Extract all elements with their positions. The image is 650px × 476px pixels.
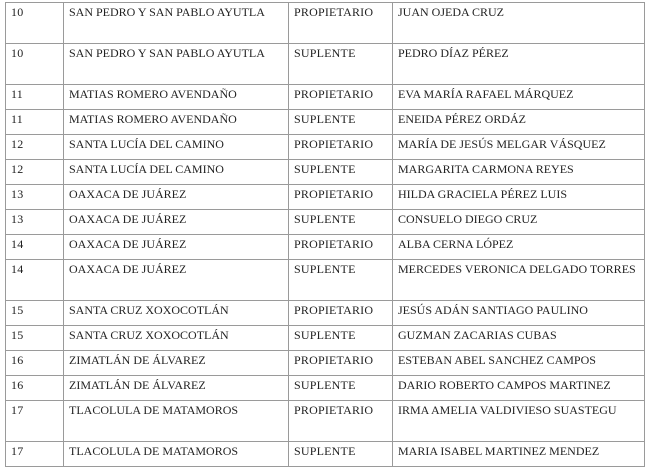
municipality-cell: MATIAS ROMERO AVENDAÑO [64, 85, 289, 110]
district-cell: 13 [6, 185, 64, 210]
position-cell: SUPLENTE [289, 442, 393, 467]
district-cell: 11 [6, 110, 64, 135]
position-cell: PROPIETARIO [289, 85, 393, 110]
candidates-table [5, 2, 645, 467]
position-cell: SUPLENTE [289, 160, 393, 185]
position-cell: PROPIETARIO [289, 351, 393, 376]
candidate-name-cell: GUZMAN ZACARIAS CUBAS [393, 326, 645, 351]
position-cell: PROPIETARIO [289, 401, 393, 442]
district-cell: 14 [6, 260, 64, 301]
district-cell: 16 [6, 376, 64, 401]
municipality-cell: SANTA LUCÍA DEL CAMINO [64, 160, 289, 185]
candidate-name-cell: PEDRO DÍAZ PÉREZ [393, 44, 645, 85]
table-row [6, 160, 645, 185]
candidate-name-cell: CONSUELO DIEGO CRUZ [393, 210, 645, 235]
municipality-cell: SAN PEDRO Y SAN PABLO AYUTLA [64, 3, 289, 44]
district-cell: 11 [6, 85, 64, 110]
candidate-name-cell: HILDA GRACIELA PÉREZ LUIS [393, 185, 645, 210]
table-row [6, 135, 645, 160]
municipality-cell: ZIMATLÁN DE ÁLVAREZ [64, 376, 289, 401]
municipality-cell: SANTA LUCÍA DEL CAMINO [64, 135, 289, 160]
position-cell: SUPLENTE [289, 210, 393, 235]
table-row [6, 85, 645, 110]
district-cell: 14 [6, 235, 64, 260]
district-cell: 10 [6, 3, 64, 44]
position-cell: PROPIETARIO [289, 3, 393, 44]
table-row [6, 44, 645, 85]
table-row [6, 326, 645, 351]
table-row [6, 442, 645, 467]
candidate-name-cell: DARIO ROBERTO CAMPOS MARTINEZ [393, 376, 645, 401]
district-cell: 12 [6, 135, 64, 160]
position-cell: PROPIETARIO [289, 135, 393, 160]
position-cell: SUPLENTE [289, 260, 393, 301]
municipality-cell: OAXACA DE JUÁREZ [64, 235, 289, 260]
candidate-name-cell: ENEIDA PÉREZ ORDÁZ [393, 110, 645, 135]
municipality-cell: OAXACA DE JUÁREZ [64, 185, 289, 210]
candidate-name-cell: EVA MARÍA RAFAEL MÁRQUEZ [393, 85, 645, 110]
candidate-name-cell: IRMA AMELIA VALDIVIESO SUASTEGU [393, 401, 645, 442]
candidate-name-cell: JUAN OJEDA CRUZ [393, 3, 645, 44]
district-cell: 12 [6, 160, 64, 185]
table-row [6, 3, 645, 44]
position-cell: SUPLENTE [289, 376, 393, 401]
position-cell: SUPLENTE [289, 326, 393, 351]
table-row [6, 260, 645, 301]
district-cell: 13 [6, 210, 64, 235]
municipality-cell: TLACOLULA DE MATAMOROS [64, 442, 289, 467]
table-row [6, 401, 645, 442]
table-row [6, 110, 645, 135]
table-row [6, 185, 645, 210]
municipality-cell: OAXACA DE JUÁREZ [64, 260, 289, 301]
municipality-cell: SANTA CRUZ XOXOCOTLÁN [64, 326, 289, 351]
municipality-cell: MATIAS ROMERO AVENDAÑO [64, 110, 289, 135]
position-cell: PROPIETARIO [289, 301, 393, 326]
district-cell: 16 [6, 351, 64, 376]
table-row [6, 210, 645, 235]
candidate-name-cell: ESTEBAN ABEL SANCHEZ CAMPOS [393, 351, 645, 376]
municipality-cell: ZIMATLÁN DE ÁLVAREZ [64, 351, 289, 376]
district-cell: 17 [6, 401, 64, 442]
position-cell: PROPIETARIO [289, 235, 393, 260]
municipality-cell: SANTA CRUZ XOXOCOTLÁN [64, 301, 289, 326]
candidate-name-cell: ALBA CERNA LÓPEZ [393, 235, 645, 260]
candidate-name-cell: MARIA ISABEL MARTINEZ MENDEZ [393, 442, 645, 467]
municipality-cell: SAN PEDRO Y SAN PABLO AYUTLA [64, 44, 289, 85]
table-row [6, 235, 645, 260]
candidate-name-cell: MARGARITA CARMONA REYES [393, 160, 645, 185]
candidates-table-body [6, 3, 645, 467]
municipality-cell: OAXACA DE JUÁREZ [64, 210, 289, 235]
district-cell: 17 [6, 442, 64, 467]
position-cell: PROPIETARIO [289, 185, 393, 210]
table-row [6, 376, 645, 401]
municipality-cell: TLACOLULA DE MATAMOROS [64, 401, 289, 442]
district-cell: 10 [6, 44, 64, 85]
position-cell: SUPLENTE [289, 110, 393, 135]
table-row [6, 301, 645, 326]
table-row [6, 351, 645, 376]
district-cell: 15 [6, 326, 64, 351]
candidate-name-cell: MERCEDES VERONICA DELGADO TORRES [393, 260, 645, 301]
position-cell: SUPLENTE [289, 44, 393, 85]
candidate-name-cell: MARÍA DE JESÚS MELGAR VÁSQUEZ [393, 135, 645, 160]
district-cell: 15 [6, 301, 64, 326]
candidate-name-cell: JESÚS ADÁN SANTIAGO PAULINO [393, 301, 645, 326]
